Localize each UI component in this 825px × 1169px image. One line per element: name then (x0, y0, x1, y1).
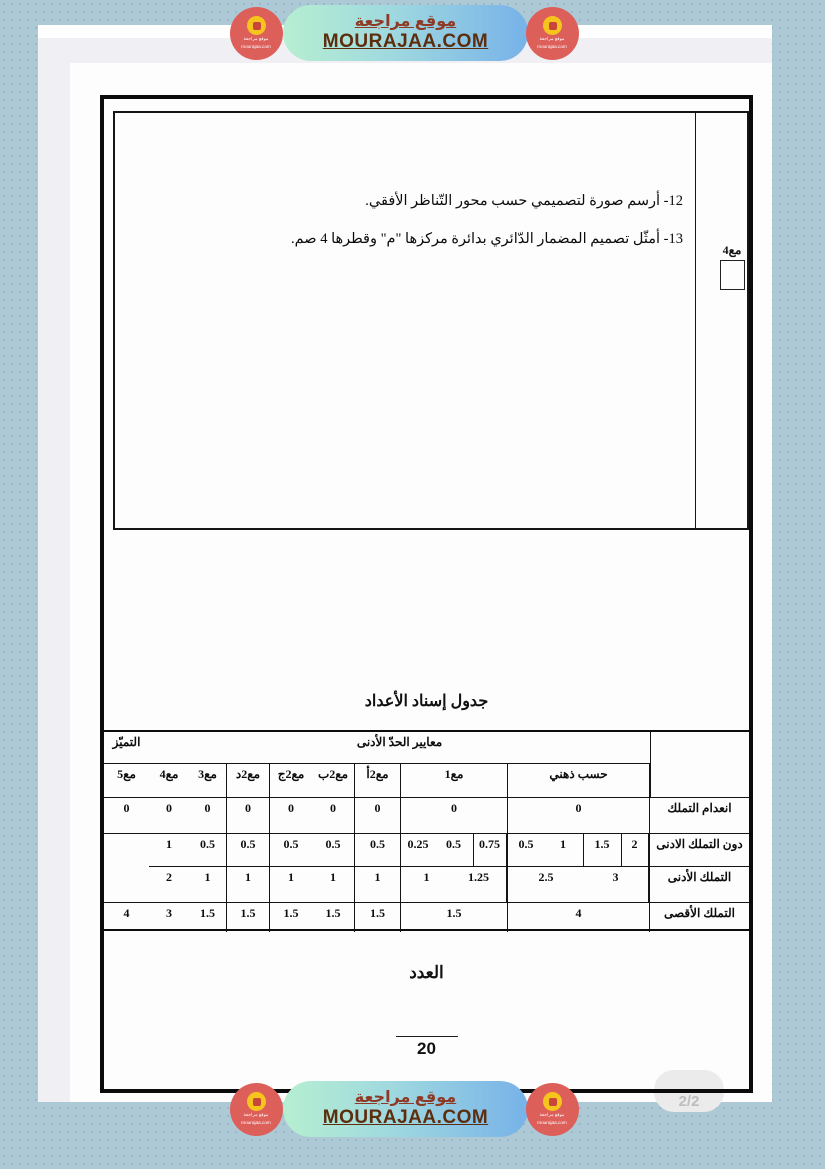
site-logo-badge (526, 1083, 579, 1136)
site-logo-badge (230, 7, 283, 60)
table-row (104, 798, 749, 834)
table-cell: 0 (355, 798, 401, 833)
col-header: مع2ج (277, 767, 305, 781)
logo-icon (543, 1092, 562, 1111)
table-cell: 1 (355, 867, 401, 902)
col-header: مع1 (401, 764, 508, 797)
question-13: 13- أمثّل تصميم المضمار الدّائري بدائرة مركزها "م" وقطرها 4 صم. (290, 231, 683, 247)
row-label: التملك الأقصى (664, 906, 735, 920)
margin-divider-line (695, 113, 696, 528)
header-excellence: التميّز (112, 735, 141, 749)
grade-label: العدد (409, 963, 444, 982)
scanned-page (38, 25, 772, 1110)
grades-table (104, 730, 749, 931)
grade-underline (396, 1036, 458, 1037)
table-cell-group (508, 867, 650, 902)
col-header: مع2أ (355, 764, 401, 797)
badge-text-domain: mourajaa.com (537, 44, 568, 50)
table-cell: 1 (227, 867, 270, 902)
badge-text-ar: موقع مراجعة (539, 1113, 566, 1118)
table-row (104, 903, 749, 932)
table-header (104, 732, 749, 798)
site-domain-link[interactable]: MOURAJAA.COM (322, 31, 489, 53)
badge-text-ar: موقع مراجعة (243, 1113, 270, 1118)
table-cell: 1.5 (227, 903, 270, 932)
table-cell: 1 (189, 867, 227, 902)
col-header: مع5 (117, 767, 136, 781)
margin-criterion-label: مع4 (722, 243, 742, 257)
table-subcell: 0.75 (474, 834, 507, 866)
table-cell: 0.5 (227, 834, 270, 867)
badge-text-domain: mourajaa.com (241, 1120, 272, 1126)
col-header: مع2د (227, 764, 270, 797)
site-logo-badge (230, 1083, 283, 1136)
questions-box (113, 111, 749, 530)
table-subcell: 2 (622, 834, 649, 866)
table-subcell: 0.5 (435, 834, 474, 866)
row-label: انعدام التملك (667, 801, 732, 815)
site-name-arabic[interactable]: موقع مراجعة (354, 12, 457, 30)
table-cell: 0 (288, 801, 294, 815)
table-cell: 1.5 (189, 903, 227, 932)
table-subcell: 1.25 (452, 867, 507, 902)
table-cell: 4 (123, 906, 130, 920)
table-cell: 0.5 (355, 834, 401, 867)
table-cell: 1 (149, 834, 189, 867)
table-cell: 0 (227, 798, 270, 833)
table-subcell: 2.5 (538, 870, 554, 884)
table-cell: 0 (401, 798, 508, 833)
table-cell: 2 (166, 870, 172, 884)
table-cell: 4 (508, 903, 650, 932)
site-logo-badge (526, 7, 579, 60)
col-header: مع4 (159, 767, 179, 781)
table-subcell: 1 (544, 834, 584, 866)
table-cell: 0 (189, 798, 227, 833)
table-cell: 1.5 (312, 903, 355, 932)
table-subcell: 1.5 (584, 834, 622, 866)
col-header: مع2ب (312, 764, 355, 797)
table-cell: 0.5 (312, 834, 355, 867)
page-indicator-text: 2/2 (678, 1093, 700, 1110)
table-cell: 3 (166, 906, 172, 920)
logo-icon (247, 16, 266, 35)
table-cell: 1.5 (401, 903, 508, 932)
grade-box (720, 260, 745, 290)
table-cell: 0.5 (189, 834, 227, 867)
table-row (104, 834, 749, 867)
col-header: مع3 (189, 764, 227, 797)
col-header: حسب ذهني (508, 764, 650, 797)
row-label: التملك الأدنى (667, 870, 732, 884)
scan-shadow-strip (38, 38, 70, 1102)
badge-text-ar: موقع مراجعة (539, 37, 566, 42)
table-cell: 0 (508, 798, 650, 833)
site-name-arabic[interactable]: موقع مراجعة (354, 1088, 457, 1106)
site-banner-top[interactable] (283, 5, 528, 61)
table-cell: 0.5 (270, 834, 312, 867)
row-label-header-empty (650, 732, 749, 797)
row-label: دون التملك الادنى (650, 834, 749, 867)
table-subcell: 0.25 (407, 837, 429, 851)
table-cell: 1 (288, 870, 294, 884)
table-subcell: 0.5 (518, 837, 534, 851)
table-cell: 1.5 (355, 903, 401, 932)
table-subcell: 1 (423, 870, 430, 884)
table-cell-group (401, 834, 508, 867)
table-cell: 1.5 (283, 906, 299, 920)
header-criteria: معايير الحدّ الأدنى (356, 735, 443, 749)
table-subcell: 3 (584, 867, 649, 902)
question-12: 12- أرسم صورة لتصميمي حسب محور التّناظر الأفقي. (365, 193, 683, 209)
table-cell (104, 867, 149, 902)
table-cell-group (508, 834, 650, 867)
table-row (104, 867, 749, 903)
table-cell: 0 (123, 801, 130, 815)
badge-text-ar: موقع مراجعة (243, 37, 270, 42)
logo-icon (247, 1092, 266, 1111)
grade-total: 20 (417, 1039, 436, 1058)
badge-text-domain: mourajaa.com (537, 1120, 568, 1126)
document-frame (100, 95, 753, 1093)
logo-icon (543, 16, 562, 35)
badge-text-domain: mourajaa.com (241, 44, 272, 50)
table-cell: 0 (312, 798, 355, 833)
site-banner-bottom[interactable] (283, 1081, 528, 1137)
table-cell (104, 834, 149, 867)
table-cell: 0 (166, 801, 172, 815)
grades-table-title: جدول إسناد الأعداد (364, 693, 489, 710)
table-cell: 1 (312, 867, 355, 902)
site-domain-link[interactable]: MOURAJAA.COM (322, 1107, 489, 1129)
grading-margin-mark (711, 243, 753, 290)
table-cell-group (401, 867, 508, 902)
grade-footer (104, 963, 749, 1059)
